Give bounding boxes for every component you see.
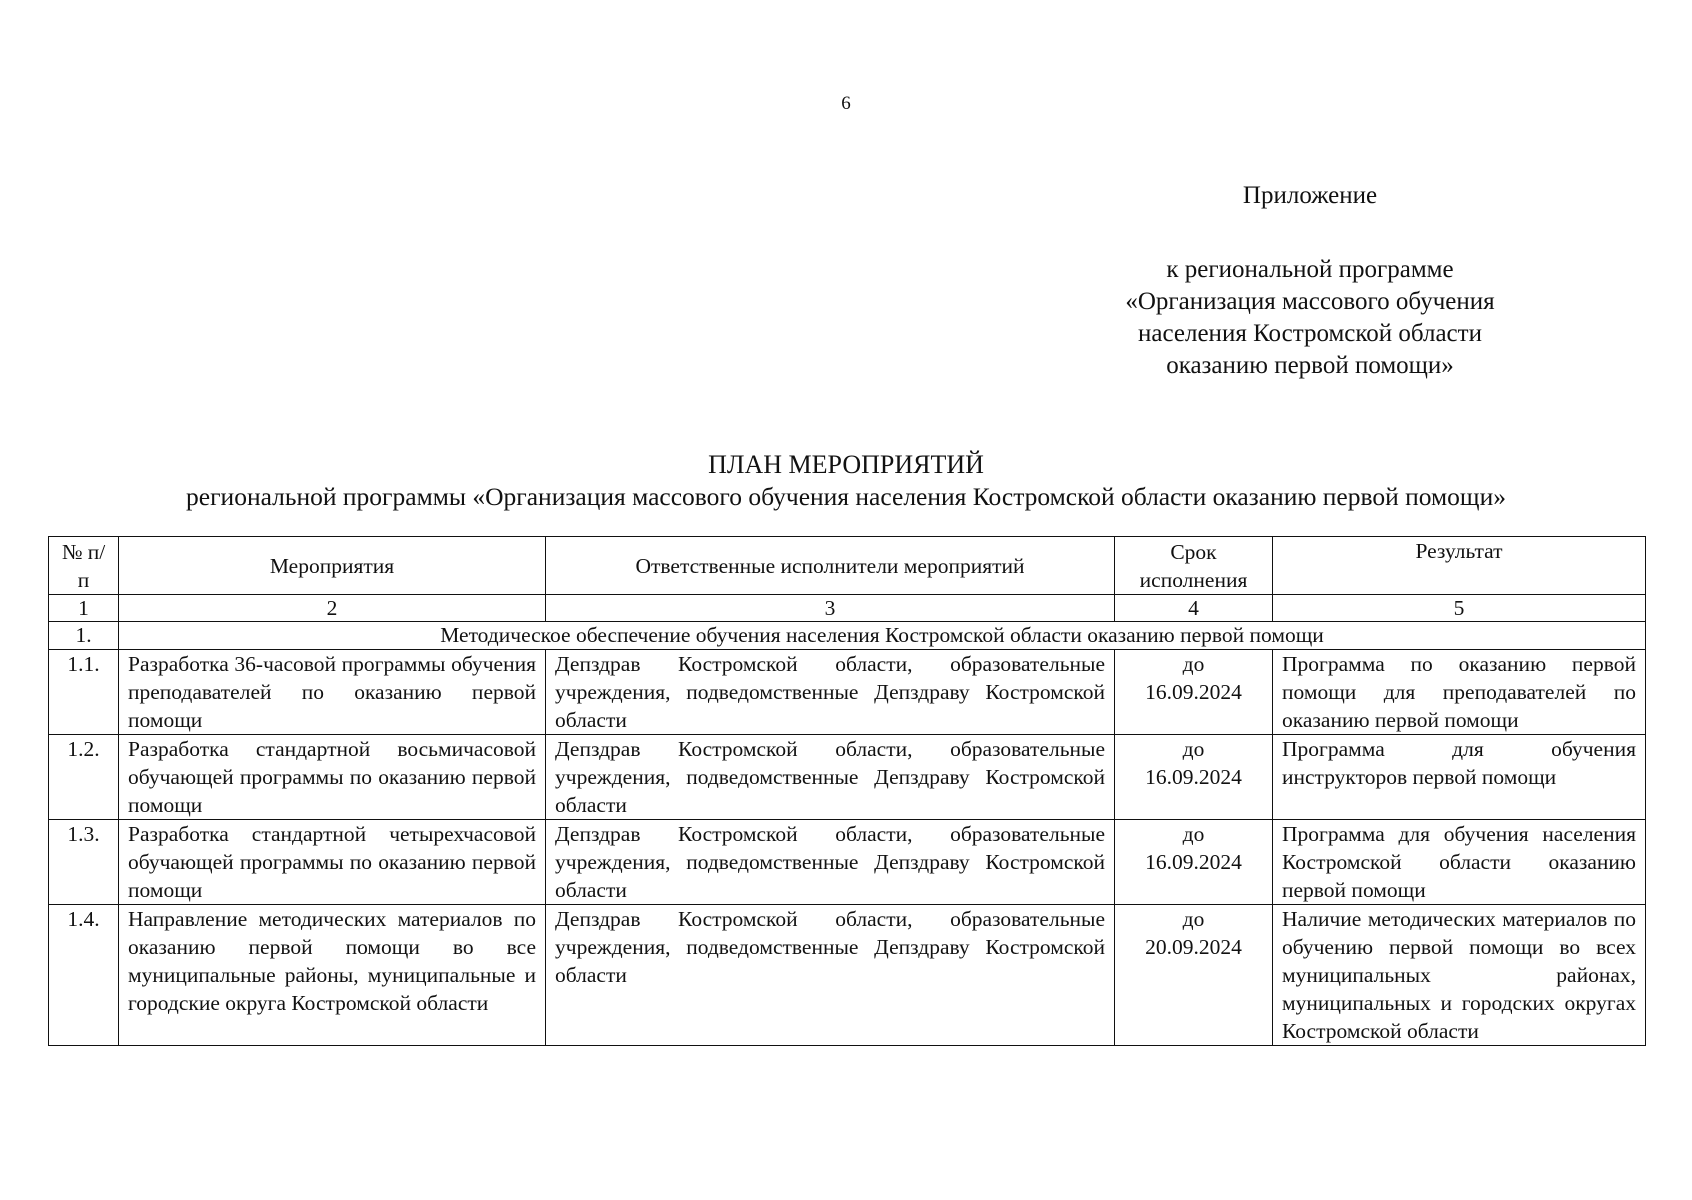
appendix-ref-line: населения Костромской области xyxy=(1138,320,1482,347)
row-deadline xyxy=(1115,905,1273,1046)
header-responsible: Ответственные исполнители мероприятий xyxy=(546,537,1115,595)
row-result: Программа по оказанию первой помощи для преподавателей по оказанию первой помощи xyxy=(1273,650,1646,735)
header-num: № п/п xyxy=(49,537,119,595)
plan-title: ПЛАН МЕРОПРИЯТИЙ xyxy=(708,450,984,479)
column-number-row xyxy=(49,595,1646,622)
deadline-prefix: до xyxy=(1182,652,1205,676)
column-number: 3 xyxy=(546,595,1115,622)
row-result: Программа для обучения населения Костромской области оказанию первой помощи xyxy=(1273,820,1646,905)
table-row xyxy=(49,650,1646,735)
row-activity: Разработка стандартной четырехчасовой обучающей программы по оказанию первой помощи xyxy=(119,820,546,905)
header-activity: Мероприятия xyxy=(119,537,546,595)
column-number: 5 xyxy=(1273,595,1646,622)
appendix-ref-line: оказанию первой помощи» xyxy=(1166,352,1454,379)
row-responsible: Депздрав Костромской области, образовательные учреждения, подведомственные Депздраву Костромской области xyxy=(546,650,1115,735)
row-number: 1.1. xyxy=(49,650,119,735)
deadline-date: 16.09.2024 xyxy=(1145,680,1242,704)
table-row xyxy=(49,735,1646,820)
row-deadline xyxy=(1115,820,1273,905)
row-number: 1.2. xyxy=(49,735,119,820)
row-responsible: Депздрав Костромской области, образовательные учреждения, подведомственные Депздраву Костромской области xyxy=(546,905,1115,1046)
table-row xyxy=(49,820,1646,905)
page-number: 6 xyxy=(841,93,851,114)
row-responsible: Депздрав Костромской области, образовательные учреждения, подведомственные Депздраву Костромской области xyxy=(546,820,1115,905)
deadline-prefix: до xyxy=(1182,907,1205,931)
section-row xyxy=(49,622,1646,650)
deadline-date: 20.09.2024 xyxy=(1145,935,1242,959)
table-header-row xyxy=(49,537,1646,595)
deadline-date: 16.09.2024 xyxy=(1145,850,1242,874)
row-number: 1.4. xyxy=(49,905,119,1046)
row-result: Программа для обучения инструкторов первой помощи xyxy=(1273,735,1646,820)
appendix-reference xyxy=(1100,254,1520,382)
deadline-prefix: до xyxy=(1182,822,1205,846)
column-number: 1 xyxy=(49,595,119,622)
deadline-date: 16.09.2024 xyxy=(1145,765,1242,789)
table-row xyxy=(49,905,1646,1046)
row-activity: Разработка стандартной восьмичасовой обучающей программы по оказанию первой помощи xyxy=(119,735,546,820)
row-activity: Направление методических материалов по оказанию первой помощи во все муниципальные районы, муниципальные и городские округа Костромской области xyxy=(119,905,546,1046)
row-result: Наличие методических материалов по обучению первой помощи во всех муниципальных районах, муниципальных и городских округах Костромской области xyxy=(1273,905,1646,1046)
section-number: 1. xyxy=(49,622,119,650)
appendix-title: Приложение xyxy=(1242,182,1378,209)
column-number: 4 xyxy=(1115,595,1273,622)
row-activity: Разработка 36-часовой программы обучения преподавателей по оказанию первой помощи xyxy=(119,650,546,735)
row-responsible: Депздрав Костромской области, образовательные учреждения, подведомственные Депздраву Костромской области xyxy=(546,735,1115,820)
row-deadline xyxy=(1115,735,1273,820)
plan-table xyxy=(48,536,1646,1046)
appendix-ref-line: к региональной программе xyxy=(1166,256,1454,283)
appendix-ref-line: «Организация массового обучения xyxy=(1125,288,1495,315)
plan-subtitle: региональной программы «Организация массового обучения населения Костромской области оказанию первой помощи» xyxy=(186,482,1506,511)
header-result: Результат xyxy=(1273,537,1646,595)
header-deadline: Срок исполнения xyxy=(1115,537,1273,595)
section-title: Методическое обеспечение обучения населения Костромской области оказанию первой помощи xyxy=(119,622,1646,650)
deadline-prefix: до xyxy=(1182,737,1205,761)
row-number: 1.3. xyxy=(49,820,119,905)
row-deadline xyxy=(1115,650,1273,735)
column-number: 2 xyxy=(119,595,546,622)
